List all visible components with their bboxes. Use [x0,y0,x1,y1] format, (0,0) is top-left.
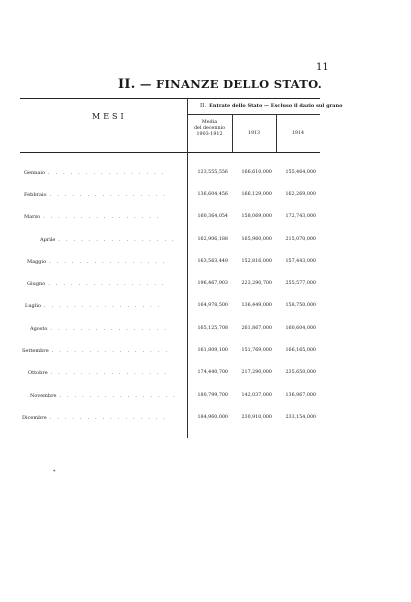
dot-leader: . . . . . . . . . . . . . . . . [49,192,168,198]
month-name: Febbraio [24,192,47,198]
dot-leader: . . . . . . . . . . . . . . . . [43,214,161,220]
month-label [22,415,183,421]
page-number: 11 [316,62,329,73]
column-header-1914 [276,131,320,137]
dot-leader: . . . . . . . . . . . . . . . . [50,370,169,376]
dot-leader: . . . . . . . . . . . . . . . . [48,281,166,287]
value-cell: 261,867,000 [241,326,272,331]
month-name: Aprile [40,237,56,243]
month-label [27,281,183,287]
month-label [28,370,183,376]
value-cell: 172,743,000 [285,214,316,219]
value-cell: 155,464,000 [285,170,316,175]
value-cell: 174,440,700 [197,370,228,375]
value-cell: 161,809,100 [197,348,228,353]
table-row [20,348,320,358]
dot-leader: . . . . . . . . . . . . . . . . [59,393,177,399]
value-cell: 160,604,000 [285,326,316,331]
month-name: Maggio [27,259,47,265]
value-cell: 142,037,000 [241,393,272,398]
month-name: Agosto [30,326,48,332]
value-cell: 180,799,700 [197,393,228,398]
table-row [20,303,320,313]
value-cell: 151,769,000 [241,348,272,353]
value-cell: 166,165,000 [285,348,316,353]
value-cell: 152,816,000 [241,259,272,264]
month-label [24,192,183,198]
value-cell: 123,555,556 [197,170,228,175]
value-cell: 165,960,000 [241,237,272,242]
value-cell: 255,577,000 [285,281,316,286]
section-title-text: — FINANZE DELLO STATO. [139,77,323,91]
table-row [20,326,320,336]
column-header-line: 1914 [291,131,305,136]
table-header-rule [20,152,320,153]
revenue-table [20,98,343,438]
stray-mark: * [53,469,56,475]
group-header-number: II. [200,103,207,109]
month-name: Dicembre [22,415,47,421]
month-label [27,259,183,265]
month-name: Gennaio [24,170,45,176]
table-row [20,214,320,224]
month-name: Novembre [30,393,57,399]
month-name: Marzo [24,214,41,220]
table-row [20,415,320,425]
value-cell: 165,125,708 [197,326,228,331]
value-cell: 162,269,000 [285,192,316,197]
table-row [20,237,320,247]
value-cell: 136,449,000 [241,303,272,308]
value-cell: 158,069,000 [241,214,272,219]
dot-leader: . . . . . . . . . . . . . . . . [47,170,166,176]
value-cell: 215,070,000 [285,237,316,242]
table-row [20,281,320,291]
group-header-rule [187,114,320,115]
table-top-rule [20,98,320,99]
section-number: II. [118,77,136,92]
dot-leader: . . . . . . . . . . . . . . . . [49,415,168,421]
table-row [20,393,320,403]
value-cell: 158,750,000 [285,303,316,308]
group-header-text: Entrate dello Stato — Escluso il dazio sul grano [209,103,343,109]
month-label [30,326,183,332]
value-cell: 166,610,000 [241,170,272,175]
dot-leader: . . . . . . . . . . . . . . . . [43,303,162,309]
value-cell: 217,290,000 [241,370,272,375]
months-column-header: MESI [92,112,127,121]
column-header-1913 [232,131,276,137]
value-cell: 164,978,500 [197,303,228,308]
month-label [30,393,183,399]
month-name: Luglio [25,303,41,309]
table-row [20,370,320,380]
month-name: Giugno [27,281,46,287]
month-label [40,237,183,243]
value-cell: 233,154,000 [285,415,316,420]
value-cell: 166,129,000 [241,192,272,197]
value-cell: 163,563,449 [197,259,228,264]
group-header [200,103,342,109]
value-cell: 160,364,054 [197,214,228,219]
value-cell: 184,960,000 [197,415,228,420]
table-row [20,259,320,269]
month-name: Ottobre [28,370,48,376]
column-header-line: 1903-1912 [196,132,223,137]
dot-leader: . . . . . . . . . . . . . . . . [50,326,168,332]
table-row [20,192,320,202]
dot-leader: . . . . . . . . . . . . . . . . [58,237,176,243]
column-header-line: 1913 [247,131,261,136]
dot-leader: . . . . . . . . . . . . . . . . [49,259,167,265]
column-header-line: Media [201,120,218,125]
value-cell: 157,443,000 [285,259,316,264]
value-cell: 196,467,903 [197,281,228,286]
value-cell: 136,967,000 [285,393,316,398]
month-name: Settembre [22,348,49,354]
month-label [22,348,183,354]
month-label [25,303,183,309]
value-cell: 230,910,000 [241,415,272,420]
section-title [118,77,322,92]
value-cell: 136,604,456 [197,192,228,197]
table-row [20,170,320,180]
month-label [24,214,183,220]
value-cell: 223,290,700 [241,281,272,286]
column-header-average [187,120,232,138]
column-header-line: del decennio [193,126,225,131]
value-cell: 235,650,000 [285,370,316,375]
month-label [24,170,183,176]
value-cell: 162,906,188 [197,237,228,242]
dot-leader: . . . . . . . . . . . . . . . . [51,348,170,354]
